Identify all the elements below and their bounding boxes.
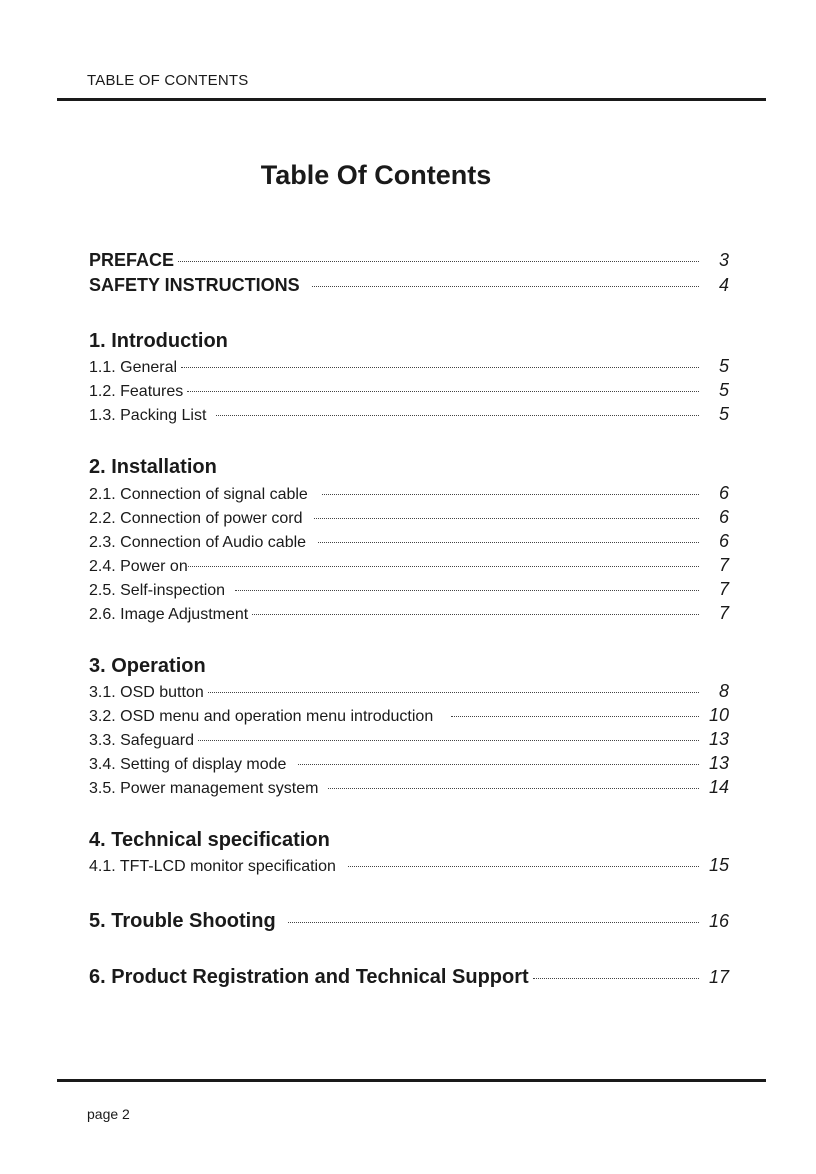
toc-entry-page: 7 <box>718 555 729 575</box>
toc-entry-page: 10 <box>708 705 729 725</box>
toc-entry-page: 5 <box>718 356 729 376</box>
toc-entry-label: 6. Product Registration and Technical Support <box>89 966 529 988</box>
toc-entry-label: 2.3. Connection of Audio cable <box>89 534 307 551</box>
toc-entry-safety-instructions[interactable] <box>89 275 729 297</box>
toc-entry-power-management[interactable] <box>89 777 729 799</box>
toc-entry-image-adjustment[interactable] <box>89 603 729 625</box>
toc-entry-label: 3.3. Safeguard <box>89 732 194 749</box>
toc-entry-page: 16 <box>708 911 729 931</box>
toc-entry-trouble-shooting[interactable] <box>89 910 729 932</box>
leader-dots <box>216 415 699 416</box>
leader-dots <box>298 764 699 765</box>
leader-dots <box>328 788 699 789</box>
toc-entry-label: 1.3. Packing List <box>89 407 207 424</box>
leader-dots <box>312 286 699 287</box>
toc-entry-page: 7 <box>718 603 729 623</box>
toc-entry-label: PREFACE <box>89 250 175 270</box>
leader-dots <box>187 391 699 392</box>
toc-entry-label: 1.1. General <box>89 359 178 376</box>
toc-entry-label: SAFETY INSTRUCTIONS <box>89 275 300 295</box>
leader-dots <box>235 590 699 591</box>
toc-entry-self-inspection[interactable] <box>89 579 729 601</box>
toc-list <box>89 0 729 1000</box>
leader-dots <box>252 614 699 615</box>
leader-dots <box>348 866 699 867</box>
toc-entry-page: 6 <box>718 531 729 551</box>
toc-entry-page: 13 <box>708 729 729 749</box>
leader-dots <box>208 692 699 693</box>
toc-entry-general[interactable] <box>89 356 729 378</box>
toc-entry-label: 3.2. OSD menu and operation menu introduction <box>89 708 434 725</box>
toc-entry-product-registration[interactable] <box>89 966 729 988</box>
toc-entry-audio-cable[interactable] <box>89 531 729 553</box>
toc-entry-page: 15 <box>708 855 729 875</box>
toc-entry-page: 17 <box>708 967 729 987</box>
toc-entry-page: 4 <box>718 275 729 295</box>
toc-entry-display-mode[interactable] <box>89 753 729 775</box>
leader-dots <box>314 518 699 519</box>
toc-entry-signal-cable[interactable] <box>89 483 729 505</box>
toc-entry-osd-menu[interactable] <box>89 705 729 727</box>
toc-entry-page: 7 <box>718 579 729 599</box>
toc-entry-page: 8 <box>718 681 729 701</box>
leader-dots <box>451 716 699 717</box>
leader-dots <box>198 740 699 741</box>
toc-entry-preface[interactable] <box>89 250 729 272</box>
toc-entry-label: 2.6. Image Adjustment <box>89 606 249 623</box>
toc-entry-page: 14 <box>708 777 729 797</box>
leader-dots <box>318 542 699 543</box>
section-heading-technical-specification: 4. Technical specification <box>89 829 330 851</box>
page-number: page 2 <box>87 1106 130 1122</box>
toc-entry-osd-button[interactable] <box>89 681 729 703</box>
footer-rule <box>57 1079 766 1082</box>
toc-entry-label: 3.5. Power management system <box>89 780 319 797</box>
leader-dots <box>181 367 699 368</box>
toc-entry-label: 2.1. Connection of signal cable <box>89 486 308 503</box>
toc-entry-monitor-specification[interactable] <box>89 855 729 877</box>
toc-entry-page: 13 <box>708 753 729 773</box>
toc-entry-page: 5 <box>718 404 729 424</box>
section-heading-installation: 2. Installation <box>89 456 217 478</box>
section-heading-operation: 3. Operation <box>89 655 206 677</box>
toc-entry-page: 6 <box>718 507 729 527</box>
leader-dots <box>288 922 699 923</box>
toc-entry-page: 6 <box>718 483 729 503</box>
toc-entry-safeguard[interactable] <box>89 729 729 751</box>
toc-entry-label: 2.2. Connection of power cord <box>89 510 303 527</box>
toc-entry-power-cord[interactable] <box>89 507 729 529</box>
toc-entry-label: 5. Trouble Shooting <box>89 910 276 932</box>
toc-entry-label: 3.4. Setting of display mode <box>89 756 287 773</box>
toc-entry-label: 3.1. OSD button <box>89 684 204 701</box>
leader-dots <box>322 494 699 495</box>
toc-entry-features[interactable] <box>89 380 729 402</box>
page-title: Table Of Contents <box>260 160 492 190</box>
leader-dots <box>533 978 699 979</box>
toc-entry-label: 2.5. Self-inspection <box>89 582 226 599</box>
running-header: TABLE OF CONTENTS <box>87 72 249 89</box>
toc-entry-label: 1.2. Features <box>89 383 184 400</box>
leader-dots <box>188 566 699 567</box>
toc-entry-page: 5 <box>718 380 729 400</box>
toc-entry-label: 4.1. TFT-LCD monitor specification <box>89 858 336 875</box>
section-heading-introduction: 1. Introduction <box>89 330 228 352</box>
toc-entry-power-on[interactable] <box>89 555 729 577</box>
toc-entry-packing-list[interactable] <box>89 404 729 426</box>
leader-dots <box>178 261 699 262</box>
toc-entry-label: 2.4. Power on <box>89 558 188 575</box>
toc-entry-page: 3 <box>718 250 729 270</box>
